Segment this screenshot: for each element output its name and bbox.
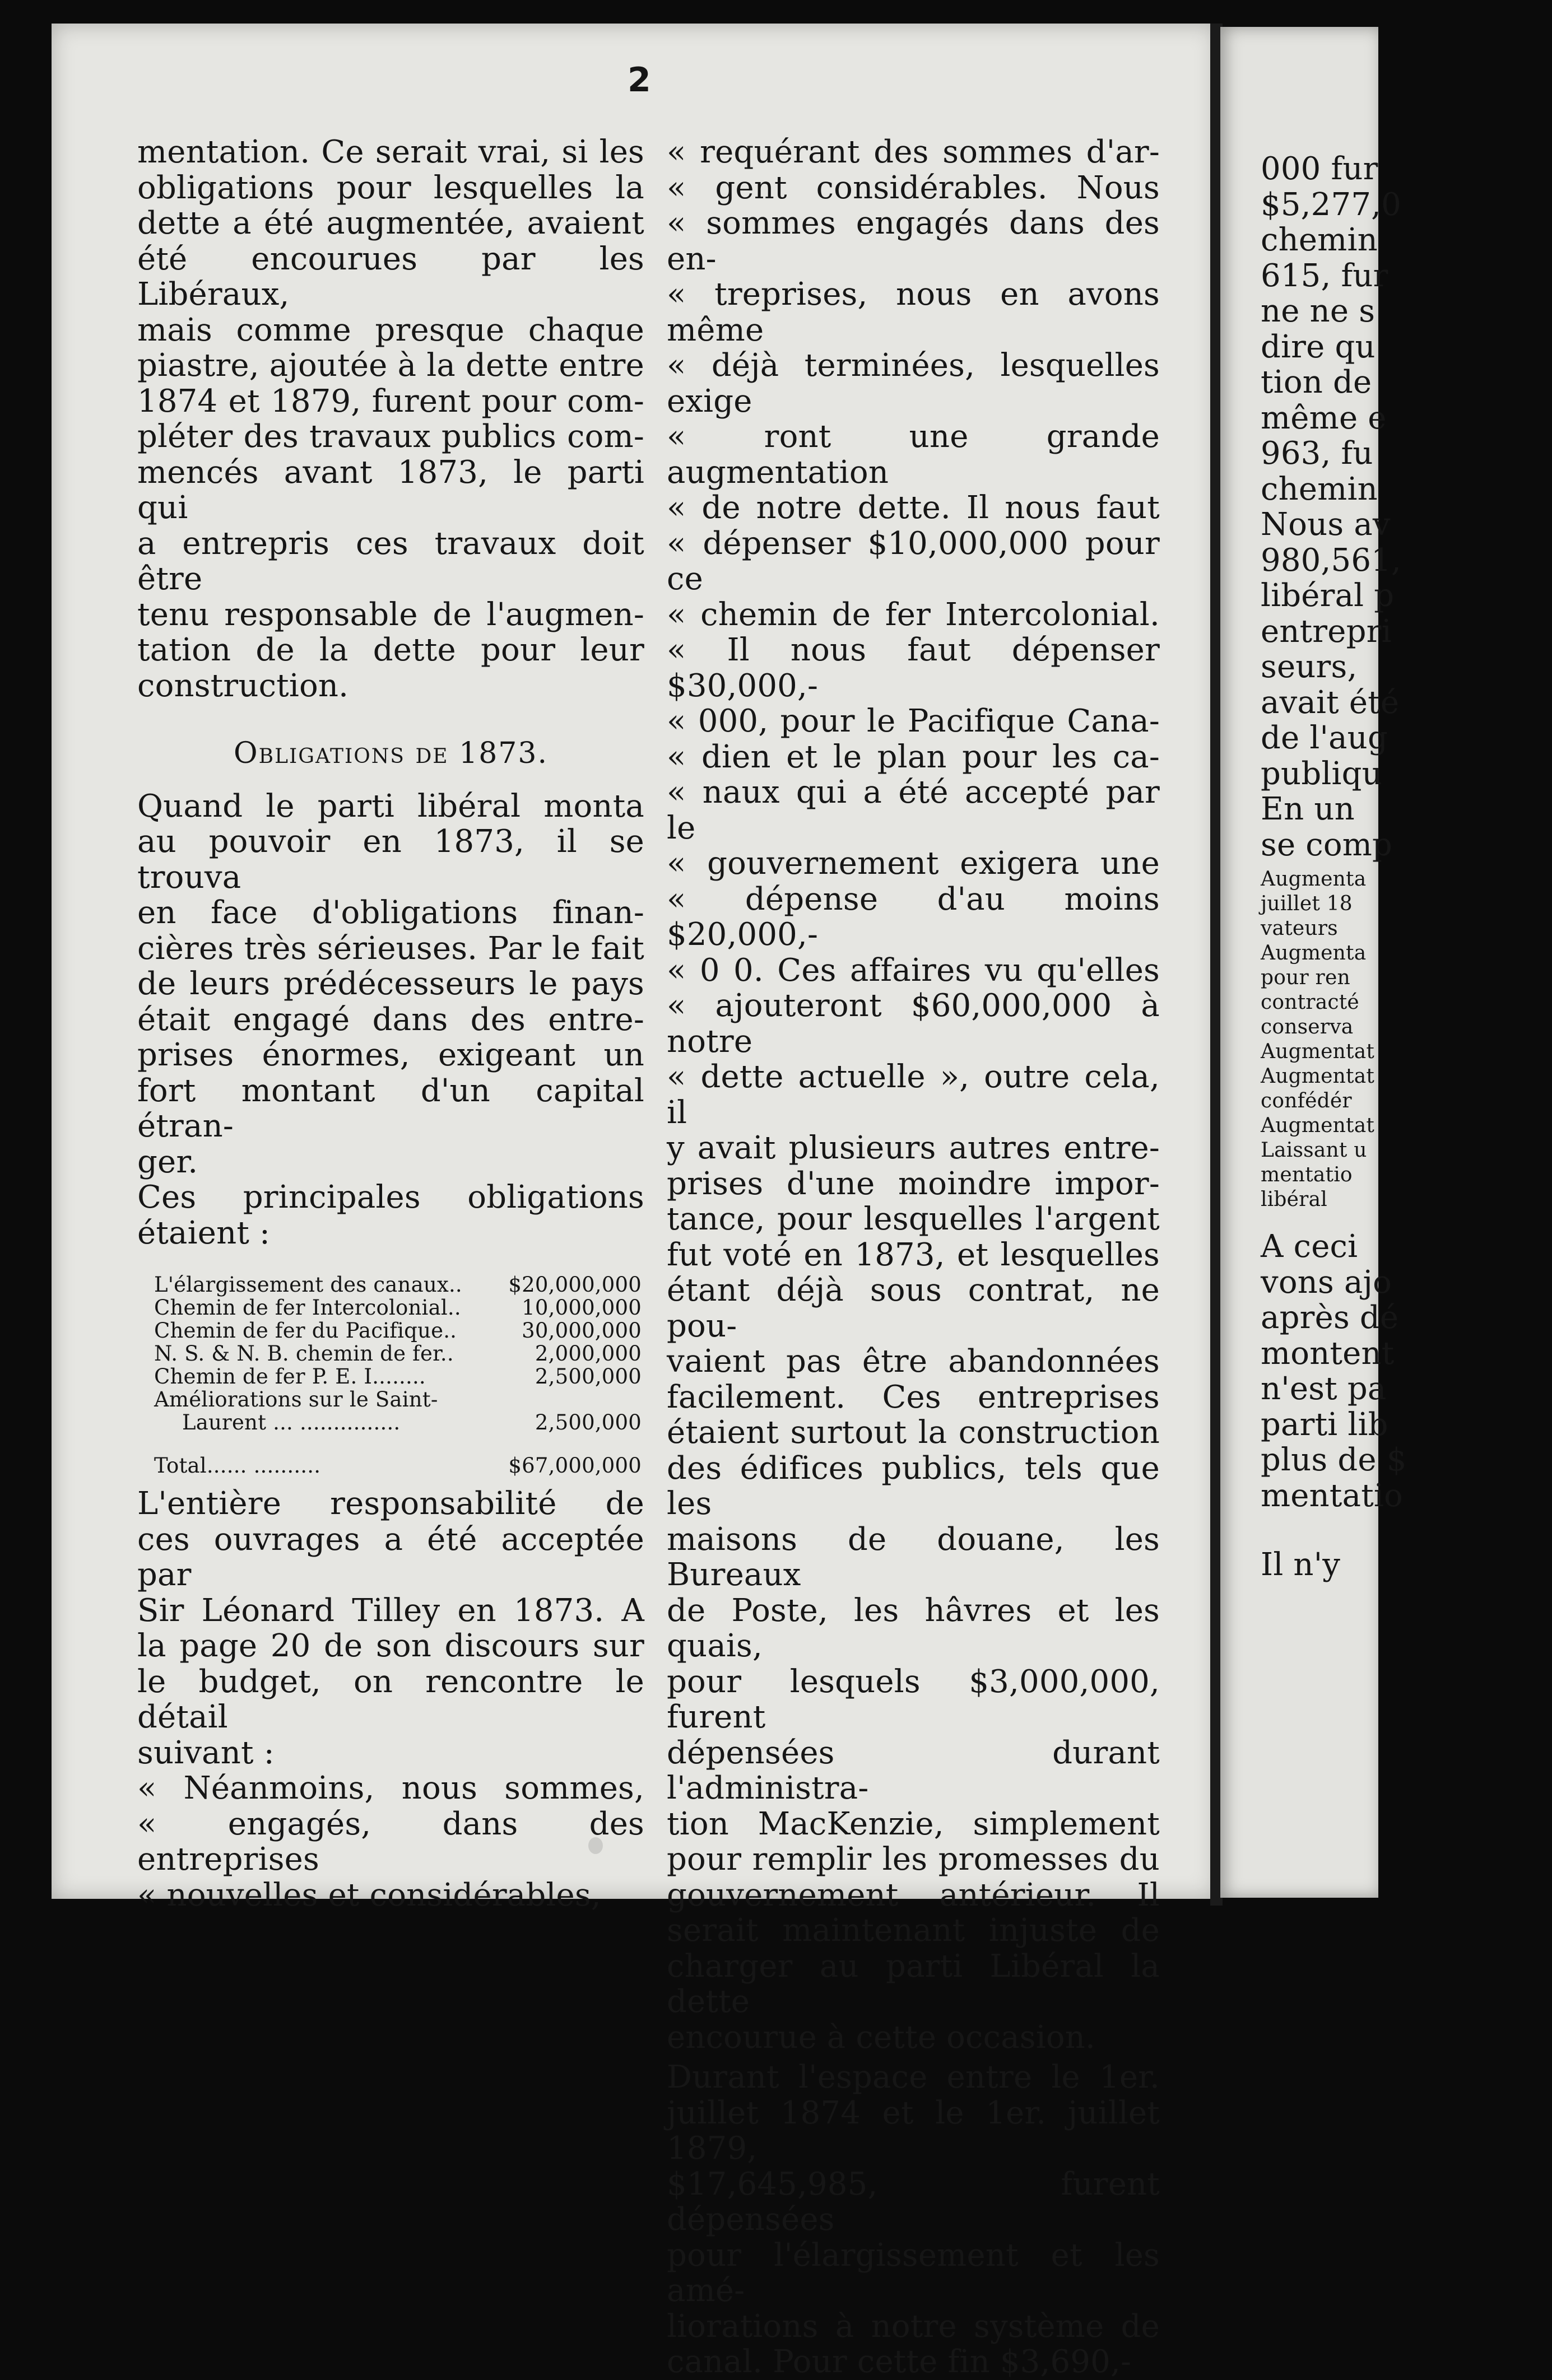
obligations-table <box>154 1273 642 1477</box>
text-line: 1874 et 1879, furent pour com- <box>137 383 644 420</box>
ledger-label: Chemin de fer P. E. I........ <box>154 1364 426 1389</box>
text-line: construction. <box>137 667 349 704</box>
ledger-row <box>154 1319 642 1342</box>
quote-line: « sommes engagés dans des en- <box>667 205 1160 277</box>
cropped-text-line: après dé <box>1261 1300 1399 1336</box>
quote-line: gouvernement antérieur. Il <box>667 1876 1160 1913</box>
cropped-text-line: mentatio <box>1261 1477 1403 1514</box>
ledger-amount: 2,500,000 <box>535 1364 642 1389</box>
quote-line: « nouvelles et considérables, <box>137 1876 601 1913</box>
quote-line: des édifices publics, tels que les <box>667 1450 1160 1522</box>
cropped-text-line: A ceci <box>1261 1228 1358 1265</box>
ledger-amount: 2,000,000 <box>535 1342 642 1366</box>
quote-line: y avait plusieurs autres entre- <box>667 1130 1160 1166</box>
text-line: pléter des travaux publics com- <box>137 418 644 455</box>
cropped-text-line: se comp <box>1261 826 1393 863</box>
cropped-text-line: 000 fur <box>1261 151 1378 187</box>
text-line: de leurs prédécesseurs le pays <box>137 966 644 1002</box>
cropped-table-line: Laissant u <box>1261 1139 1367 1162</box>
paragraph-2 <box>137 789 644 1180</box>
cropped-text-line: même e <box>1261 399 1387 436</box>
middle-column <box>667 134 1160 2380</box>
cropped-text-line: chemin <box>1261 222 1378 258</box>
text-line: en face d'obligations finan- <box>137 895 644 931</box>
quote-line: étant déjà sous contrat, ne pou- <box>667 1272 1160 1344</box>
ledger-label: Chemin de fer du Pacifique.. <box>154 1319 457 1343</box>
cropped-text-line: chemin <box>1261 471 1378 507</box>
text-line: canal. Pour cette fin $3,690,- <box>667 2344 1132 2380</box>
quote-line: facilement. Ces entreprises <box>667 1378 1160 1415</box>
quotation-start <box>137 1771 644 1913</box>
cropped-text-line: 615, fur <box>1261 257 1388 294</box>
text-line: piastre, ajoutée à la dette entre <box>137 347 644 384</box>
ledger-label: L'élargissement des canaux.. <box>154 1273 462 1297</box>
text-line: ces ouvrages a été acceptée par <box>137 1521 644 1593</box>
ledger-row <box>154 1342 642 1365</box>
text-line: mencés avant 1873, le parti qui <box>137 454 644 526</box>
cropped-text-line: n'est pa <box>1261 1371 1387 1407</box>
cropped-text-line: dire qu <box>1261 328 1376 365</box>
paragraph-canal <box>667 2060 1160 2380</box>
text-line: pour l'élargissement et les amé- <box>667 2237 1160 2309</box>
text-line: fort montant d'un capital étran- <box>137 1072 644 1144</box>
text-line: prises énormes, exigeant un <box>137 1037 644 1073</box>
cropped-text-line: plus de $ <box>1261 1442 1407 1478</box>
ledger-total-amount: $67,000,000 <box>508 1454 642 1478</box>
cropped-text-line: montent <box>1261 1335 1395 1372</box>
cropped-lines <box>1261 151 1552 863</box>
text-line: mentation. Ce serait vrai, si les <box>137 134 644 170</box>
ink-smudge <box>588 1837 603 1854</box>
text-line: obligations pour lesquelles la <box>137 169 644 206</box>
quote-line: « requérant des sommes d'ar- <box>667 134 1160 170</box>
cropped-text-line: libéral p <box>1261 577 1395 614</box>
quote-line: maisons de douane, les Bureaux <box>667 1521 1160 1593</box>
quote-line: serait maintenant injuste de <box>667 1912 1160 1949</box>
text-line: Durant l'espace entre le 1er. <box>667 2059 1160 2095</box>
quote-line: vaient pas être abandonnées <box>667 1343 1160 1380</box>
cropped-table <box>1261 867 1552 1212</box>
cropped-text-line: avait été <box>1261 684 1400 721</box>
cropped-text-line: seurs, <box>1261 649 1358 685</box>
quote-line: « dien et le plan pour les ca- <box>667 738 1160 775</box>
ledger-amount: 10,000,000 <box>522 1296 642 1320</box>
cropped-table-line: vateurs <box>1261 917 1338 940</box>
quote-line: étaient surtout la construction <box>667 1414 1160 1451</box>
text-line: Ces principales obligations <box>137 1179 644 1215</box>
ledger-row <box>154 1365 642 1388</box>
quote-line: fut voté en 1873, et lesquelles <box>667 1236 1160 1273</box>
text-line: la page 20 de son discours sur <box>137 1628 644 1664</box>
cropped-table-line: Augmentat <box>1261 1065 1375 1088</box>
quote-line: « engagés, dans des entreprises <box>137 1805 644 1878</box>
text-line: dette a été augmentée, avaient <box>137 205 644 241</box>
cropped-text-line: En un <box>1261 791 1355 827</box>
cropped-text-line: $5,277,0 <box>1261 186 1401 223</box>
quote-line: « dette actuelle », outre cela, il <box>667 1059 1160 1131</box>
quote-line: « naux qui a été accepté par le <box>667 774 1160 846</box>
ledger-total-row <box>154 1454 642 1477</box>
quote-line: « déjà terminées, lesquelles exige <box>667 347 1160 420</box>
paragraph-3 <box>137 1180 644 1251</box>
cropped-text-line: publiqu <box>1261 755 1382 792</box>
ledger-label: N. S. & N. B. chemin de fer.. <box>154 1342 454 1366</box>
cropped-table-line: Augmenta <box>1261 868 1367 891</box>
text-line: étaient : <box>137 1214 271 1251</box>
cropped-text-line: tion de <box>1261 364 1372 400</box>
cropped-table-line: libéral <box>1261 1188 1327 1211</box>
cropped-lines-2 <box>1261 1229 1552 1513</box>
quote-line: prises d'une moindre impor- <box>667 1165 1160 1202</box>
cropped-table-line: mentatio <box>1261 1163 1353 1186</box>
page-number: 2 <box>628 60 651 100</box>
text-line: ger. <box>137 1143 198 1180</box>
quote-line: pour remplir les promesses du <box>667 1841 1160 1878</box>
quote-line: « ajouteront $60,000,000 à notre <box>667 988 1160 1060</box>
text-line: au pouvoir en 1873, il se trouva <box>137 823 644 896</box>
quote-line: « Néanmoins, nous sommes, <box>137 1770 644 1806</box>
ledger-row <box>154 1273 642 1296</box>
quote-line: « gent considérables. Nous <box>667 169 1160 206</box>
text-line: cières très sérieuses. Par le fait <box>137 930 644 967</box>
cropped-text-line: 980,561, <box>1261 542 1401 579</box>
ledger-total-label: Total...... .......... <box>154 1454 321 1478</box>
quote-line: « treprises, nous en avons même <box>667 276 1160 348</box>
cropped-table-line: juillet 18 <box>1261 892 1353 915</box>
ledger-row <box>154 1388 642 1411</box>
ledger-row <box>154 1411 642 1434</box>
right-column-cropped <box>1261 151 1552 1583</box>
cropped-text-line: ne ne s <box>1261 293 1376 329</box>
quote-line: de Poste, les hâvres et les quais, <box>667 1592 1160 1664</box>
cropped-text-line: 963, fu <box>1261 435 1373 472</box>
paragraph-1 <box>137 134 644 704</box>
text-line: Sir Léonard Tilley en 1873. A <box>137 1592 644 1629</box>
quote-line: « ront une grande augmentation <box>667 418 1160 491</box>
ledger-label: Laurent ... ............... <box>182 1410 401 1434</box>
quote-line: « 0 0. Ces affaires vu qu'elles <box>667 952 1160 989</box>
quote-line: tion MacKenzie, simplement <box>667 1805 1160 1842</box>
ledger-amount: 2,500,000 <box>535 1410 642 1434</box>
quote-line: dépensées durant l'administra- <box>667 1734 1160 1806</box>
text-line: tenu responsable de l'augmen- <box>137 596 644 633</box>
quote-line: encourue à cette occasion. <box>667 2019 1096 2056</box>
cropped-table-line: Augmentat <box>1261 1114 1375 1137</box>
cropped-text-line: parti lib <box>1261 1406 1388 1443</box>
quote-line: « 000, pour le Pacifique Cana- <box>667 703 1160 739</box>
quote-line: charger au parti Libéral la dette <box>667 1948 1160 2020</box>
text-line: tation de la dette pour leur <box>137 632 644 668</box>
text-line: a entrepris ces travaux doit être <box>137 525 644 597</box>
cropped-text-line: vons ajo <box>1261 1264 1392 1301</box>
quote-line: « dépense d'au moins $20,000,- <box>667 881 1160 953</box>
text-line: Quand le parti libéral monta <box>137 788 644 825</box>
quote-line: tance, pour lesquelles l'argent <box>667 1201 1160 1237</box>
text-line: été encourues par les Libéraux, <box>137 240 644 313</box>
cropped-table-line: contracté <box>1261 991 1359 1014</box>
ledger-row <box>154 1296 642 1319</box>
quote-line: pour lesquels $3,000,000, furent <box>667 1663 1160 1735</box>
cropped-table-line: pour ren <box>1261 966 1350 989</box>
left-column <box>137 134 644 1913</box>
cropped-table-line: Augmentat <box>1261 1040 1375 1063</box>
cropped-table-line: confédér <box>1261 1089 1352 1112</box>
quote-line: « chemin de fer Intercolonial. <box>667 596 1160 633</box>
text-line: liorations à notre système de <box>667 2308 1160 2345</box>
quote-line: « Il nous faut dépenser $30,000,- <box>667 632 1160 704</box>
quotation-continued <box>667 134 1160 2055</box>
ledger-amount: $20,000,000 <box>508 1273 642 1297</box>
cropped-table-line: conserva <box>1261 1016 1354 1038</box>
cropped-last-line: Il n'y <box>1261 1547 1341 1583</box>
cropped-text-line: de l'aug <box>1261 720 1388 756</box>
ledger-label: Améliorations sur le Saint- <box>154 1387 438 1412</box>
text-line: juillet 1874 et le 1er. juillet 1879, <box>667 2094 1160 2167</box>
text-line: mais comme presque chaque <box>137 311 644 348</box>
cropped-text-line: Nous av <box>1261 506 1391 543</box>
ledger-label: Chemin de fer Intercolonial.. <box>154 1296 461 1320</box>
text-line: suivant : <box>137 1734 275 1771</box>
quote-line: « gouvernement exigera une <box>667 845 1160 882</box>
text-line: était engagé dans des entre- <box>137 1001 644 1038</box>
text-line: $17,645,985, furent dépensées <box>667 2165 1160 2238</box>
quote-line: « dépenser $10,000,000 pour ce <box>667 525 1160 597</box>
cropped-table-line: Augmenta <box>1261 942 1367 965</box>
quote-line: « de notre dette. Il nous faut <box>667 490 1160 526</box>
text-line: L'entière responsabilité de <box>137 1485 644 1522</box>
cropped-text-line: entrepri <box>1261 613 1392 650</box>
ledger-amount: 30,000,000 <box>522 1319 642 1343</box>
paragraph-4 <box>137 1486 644 1771</box>
section-heading: Obligations de 1873. <box>234 737 548 770</box>
text-line: le budget, on rencontre le détail <box>137 1663 644 1735</box>
